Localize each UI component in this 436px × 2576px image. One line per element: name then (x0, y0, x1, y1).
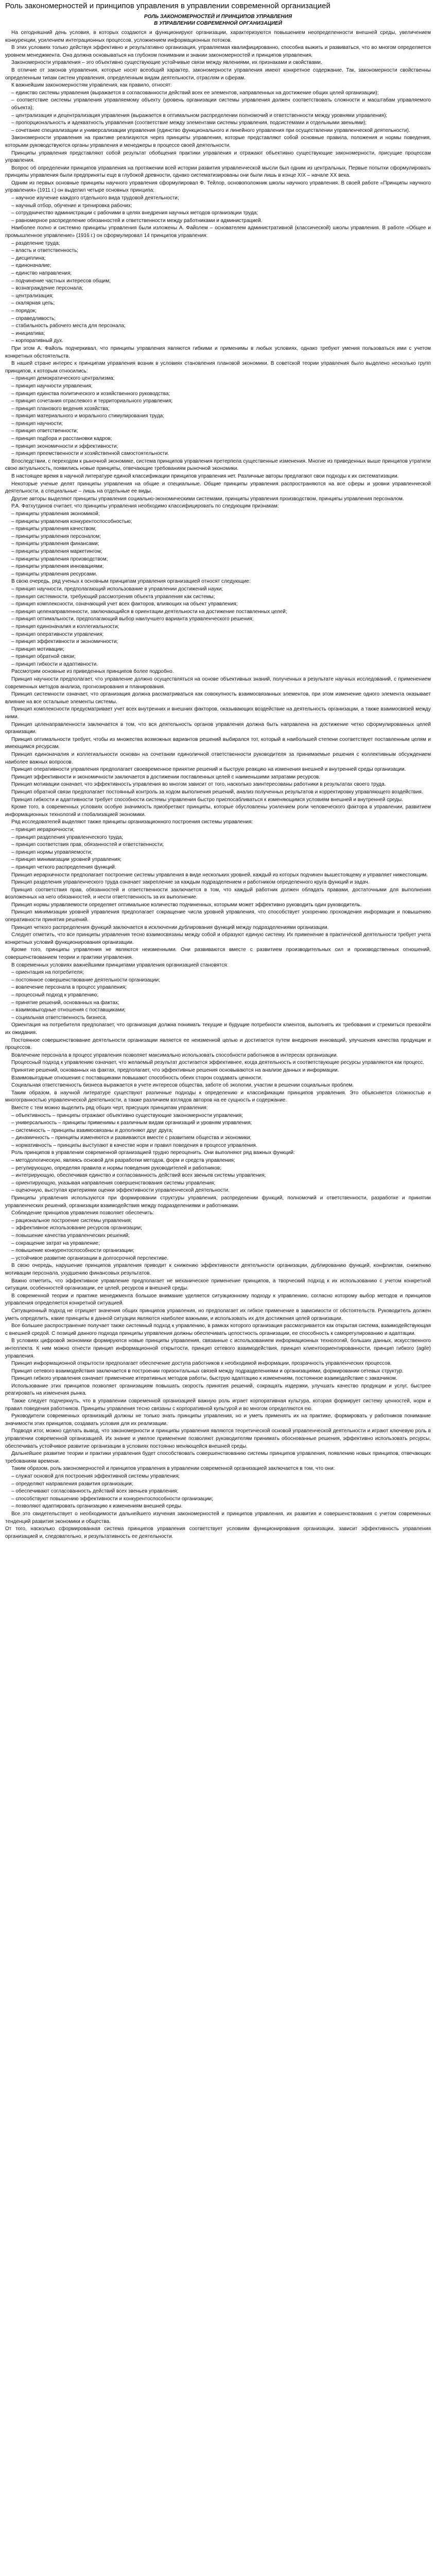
paragraph: Принципы управления представляют собой результат обобщения практики управления и отражают объективно существующие закономерности, присущие процессам управления. (5, 150, 431, 164)
paragraph: В нашей стране интерес к принципам управления возник в условиях становления плановой экономики. В советской теории управления было выделено несколько групп принципов, к которым относились: (5, 361, 431, 374)
list-item: – принцип эффективности и экономичности; (11, 639, 118, 645)
paragraph: В современной теории и практике менеджмента большое внимание уделяется ситуационному подходу к управлению, согласно которому выбор методов и принципов управления определяется конкретной ситуацией. (5, 1293, 431, 1307)
list-item: – принцип подбора и расстановки кадров; (11, 436, 112, 442)
paragraph: Принцип соответствия прав, обязанностей и ответственности заключается в том, что каждый работник должен обладать правами, достаточными для выполнения возложенных на него обязанностей, и нести ответственность за их выполнение. (5, 887, 431, 901)
list-item: – принцип нормы управляемости; (11, 849, 93, 855)
paragraph: Принятие решений, основанных на фактах, предполагает, что эффективные решения основываются на анализе данных и информации. (11, 1067, 339, 1073)
list-item: – взаимовыгодные отношения с поставщиками; (11, 1007, 126, 1013)
paragraph: Принцип нормы управляемости определяет оптимальное количество подчиненных, которыми может эффективно руководить один руководитель. (11, 902, 362, 908)
list-item: – принципы управления качеством; (11, 526, 97, 532)
paragraph: Принципы управления используются при формировании структуры управления, распределении функций, полномочий и ответственности, разработке и принятии управленческих решений, организации взаимодействия между подразделениями и работниками. (5, 1195, 431, 1209)
paragraph: Вовлечение персонала в процесс управления позволяет максимально использовать способности работников в интересах организации. (11, 1052, 338, 1058)
list-item: – рациональное построение системы управления; (11, 1217, 132, 1224)
list-item: – принцип иерархичности; (11, 826, 75, 833)
paragraph: Взаимовыгодные отношения с поставщиками повышают способность обеих сторон создавать ценности. (11, 1075, 263, 1081)
paragraph: В настоящее время в научной литературе единой классификации принципов управления нет. Различные авторы предлагают свои подходы к их систематизации. (11, 473, 399, 480)
paragraph: В условиях цифровой экономики формируются новые принципы управления, связанные с использованием информационных технологий, больших данных, искусственного интеллекта. К ним можно отнести принцип информационной открытости, принцип сетевого взаимодействия, принцип клиентоориентированности, принцип гибкого (agile) управления. (5, 1338, 431, 1359)
paragraph: Процессный подход к управлению означает, что желаемый результат достигается эффективнее, когда деятельность и соответствующие ресурсы управляются как процесс. (11, 1060, 425, 1066)
list-item: – объективность – принципы отражают объективно существующие закономерности управления; (11, 1112, 243, 1118)
list-item: – власть и ответственность; (11, 248, 79, 254)
document-title: Роль закономерностей и принципов управления в управлении современной организацией (5, 2, 330, 10)
paragraph: Принцип иерархичности предполагает построение системы управления в виде нескольких уровней, каждый из которых подчинен вышестоящему и управляет нижестоящим. (11, 872, 428, 878)
list-item: – корпоративный дух. (11, 338, 63, 344)
list-item: – принцип разделения управленческого труда; (11, 834, 124, 840)
list-item: – принцип материального и морального стимулирования труда; (11, 413, 165, 419)
paragraph: Некоторые ученые делят принципы управления на общие и специальные. Общие принципы управления распространяются на все сферы и уровни управленческой деятельности, а специальные – лишь на отдельные ее виды. (5, 481, 431, 495)
list-item: – принцип преемственности и хозяйственной самостоятельности. (11, 451, 169, 457)
paragraph: В свою очередь, ряд ученых к основным принципам управления организацией относят следующие: (11, 579, 251, 585)
list-item: – дисциплина; (11, 255, 46, 261)
list-item: – принцип мотивации; (11, 646, 64, 652)
paragraph: Вопрос об определении принципов управления на протяжении всей истории развития управленческой мысли был одним из центральных. Первые попытки сформулировать принципы управления были предприняты еще в глубокой древности, однако систематизированы они были лишь в конце XIX – начале XX века. (5, 165, 431, 179)
paragraph: Все большее распространение получает также системный подход к управлению, в рамках которого организация рассматривается как открытая система, взаимодействующая с внешней средой. С позиций данного подхода принципы управления должны обеспечивать целостность организации, ее способность к саморегулированию и адаптации. (5, 1323, 431, 1336)
list-item: – принцип научности; (11, 420, 63, 427)
paragraph: В свою очередь, нарушение принципов управления приводит к снижению эффективности деятельности организации, дублированию функций, конфликтам, снижению мотивации персонала, ухудшению финансовых результатов. (5, 1263, 431, 1276)
list-item: – принцип научности управления; (11, 383, 93, 389)
list-item: – сотрудничество администрации с рабочими в целях внедрения научных методов организации труда; (11, 210, 258, 216)
paragraph: Постоянное совершенствование деятельности организации является ее неизменной целью и достигается путем внедрения инноваций, улучшения качества продукции и процессов. (5, 1037, 431, 1051)
list-item: – позволяют адаптировать организацию к изменениям внешней среды. (11, 1503, 183, 1510)
paragraph: Принцип научности предполагает, что управление должно осуществляться на основе объективных знаний, полученных в результате научных исследований, с применением современных методов анализа, прогнозирования и планирования. (5, 676, 431, 690)
list-item: – принцип планового ведения хозяйства; (11, 405, 110, 412)
list-item: – принципы управления маркетингом; (11, 548, 102, 554)
list-item: – пропорциональность и адекватность управления (соответствие между элементами системы управления, подсистемами и отдельными звеньями); (11, 120, 367, 126)
paragraph: Принцип мотивации означает, что эффективность управления во многом зависит от того, насколько заинтересованы работники в результатах своего труда. (11, 782, 386, 788)
paragraph: Принцип целенаправленности заключается в том, что вся деятельность органов управления должна быть направлена на достижение четко сформулированных целей организации. (5, 721, 431, 735)
paragraph: В отличие от законов управления, которые носят всеобщий характер, закономерности управления имеют конкретное содержание. Так, закономерности свойственны определенным типам систем управления, определенным видам деятельности, отраслям и сферам. (5, 67, 431, 81)
paragraph: Ориентация на потребителя предполагает, что организация должна понимать текущие и будущие потребности клиентов, выполнять их требования и стремиться превзойти их ожидания. (5, 1022, 431, 1036)
paragraph: Принцип гибкого управления означает применение итеративных методов работы, быструю адаптацию к изменениям, постоянное взаимодействие с заказчиком. (11, 1376, 397, 1382)
list-item: – постоянное совершенствование деятельности организации; (11, 977, 160, 983)
list-item: – оценочную, выступая критериями оценки эффективности управленческой деятельности. (11, 1188, 230, 1194)
list-item: – централизация; (11, 293, 54, 299)
list-item: – стабильность рабочего места для персонала; (11, 323, 126, 329)
list-item: – единство направления; (11, 270, 72, 276)
paragraph: Руководители современных организаций должны не только знать принципы управления, но и уметь применять их на практике, формировать у работников понимание значимости этих принципов, создавать условия для их реализации. (5, 1413, 431, 1427)
paragraph: Использование этих принципов позволяет организациям повышать скорость принятия решений, сокращать издержки, улучшать качество продукции и услуг, быстрее реагировать на изменения рынка. (5, 1383, 431, 1397)
paragraph: Таким образом, в научной литературе существуют различные подходы к определению и классификации принципов управления. Это объясняется сложностью и многогранностью управленческой деятельности, а также различием взглядов авторов на ее сущность и содержание. (5, 1090, 431, 1104)
paragraph: Следует отметить, что все принципы управления тесно взаимосвязаны между собой и образуют единую систему. Их применение в практической деятельности требует учета конкретных условий функционирования организации. (5, 932, 431, 945)
list-item: – подчинение частных интересов общим; (11, 278, 111, 284)
paragraph: Принцип разделения управленческого труда означает закрепление за каждым подразделением и работником определенного круга функций и задач. (11, 879, 370, 886)
list-item: – вознаграждение персонала; (11, 285, 83, 292)
paragraph: Все это свидетельствует о необходимости дальнейшего изучения закономерностей и принципов управления, их развития и совершенствования с учетом современных тенденций развития экономики и общества. (5, 1511, 431, 1524)
paragraph: Закономерности управления – это объективно существующие устойчивые связи между явлениями, их признаками и свойствами. (11, 60, 322, 66)
list-item: – принцип минимизации уровней управления; (11, 857, 121, 863)
list-item: – принцип оптимальности, предполагающий выбор наилучшего варианта управленческого решения; (11, 616, 254, 622)
list-item: – разделение труда; (11, 240, 60, 246)
paragraph: Принцип оперативности управления предполагает своевременное принятие решений и быструю реакцию на изменения внешней и внутренней среды организации. (11, 767, 406, 773)
list-item: – системность – принципы взаимосвязаны и дополняют друг друга; (11, 1127, 173, 1133)
list-item: – определяют направления развития организации; (11, 1481, 133, 1487)
list-item: – принцип системности, требующий рассмотрения объекта управления как системы; (11, 594, 215, 600)
list-item: – динамичность – принципы изменяются и развиваются вместе с развитием общества и экономики; (11, 1135, 252, 1141)
subtitle-line: РОЛЬ ЗАКОНОМЕРНОСТЕЙ И ПРИНЦИПОВ УПРАВЛЕНИЯ (144, 14, 292, 20)
paragraph: В этих условиях только действуя эффективно и результативно организация, управляемая квалифицированно, способна выжить и развиваться, что во многом определяется уровнем менеджмента. Она должна основываться на глубоком понимании и знании закономерностей и принципов управления. (5, 45, 431, 58)
list-item: – порядок; (11, 308, 37, 314)
list-item: – сочетание специализации и универсализации управления (единство функционального и линейного управления при осуществлении управленческой деятельности). (11, 127, 410, 133)
paragraph: Рассмотрим основные из приведенных принципов более подробно. (11, 669, 174, 675)
list-item: – принцип научности, предполагающий использование в управлении достижений науки; (11, 586, 223, 592)
paragraph: В современных условиях важнейшими принципами управления организацией становятся: (11, 962, 229, 968)
list-item: – вовлечение персонала в процесс управления; (11, 985, 127, 991)
list-item: – социальная ответственность бизнеса. (11, 1014, 107, 1021)
paragraph: Роль принципов в управлении современной организацией трудно переоценить. Они выполняют ряд важных функций: (11, 1150, 295, 1156)
list-item: – инициатива; (11, 330, 45, 336)
list-item: – научный отбор, обучение и тренировка рабочих; (11, 202, 132, 209)
list-item: – нормативность – принципы выступают в качестве норм и правил поведения в процессе управления. (11, 1142, 257, 1148)
list-item: – регулирующую, определяя правила и нормы поведения руководителей и работников; (11, 1165, 222, 1171)
list-item: – принцип сочетания отраслевого и территориального управления; (11, 398, 173, 404)
paragraph: Принцип информационной открытости предполагает обеспечение доступа работников к необходимой информации, прозрачность управленческих процессов. (11, 1361, 392, 1367)
list-item: – методологическую, являясь основой для разработки методов, форм и средств управления; (11, 1158, 235, 1164)
paragraph: Впоследствии, с переходом к рыночной экономике, система принципов управления претерпела существенные изменения. Многие из приведенных выше принципов утратили свою актуальность, появились новые принципы, отвечающие требованиям рыночной экономики. (5, 458, 431, 472)
paragraph: Наиболее полно и системно принципы управления были изложены А. Файолем – основателем административной (классической) школы управления. В работе «Общее и промышленное управление» (1916 г.) он сформулировал 14 принципов управления: (5, 225, 431, 239)
list-item: – принцип демократического централизма; (11, 376, 115, 382)
list-item: – скалярная цепь; (11, 300, 55, 307)
paragraph: Принцип гибкости и адаптивности требует способности системы управления быстро приспосабливаться к изменяющимся условиям внешней и внутренней среды. (11, 796, 403, 803)
list-item: – принцип комплексности, означающий учет всех факторов, влияющих на объект управления; (11, 601, 238, 607)
paragraph: Вместе с тем можно выделить ряд общих черт, присущих принципам управления: (11, 1105, 208, 1111)
paragraph: Другие авторы выделяют принципы управления социально-экономическими системами, принципы управления производством, принципы управления персоналом. (11, 496, 404, 502)
list-item: – универсальность – принципы применимы к различным видам организаций и уровням управления; (11, 1120, 252, 1126)
list-item: – справедливость; (11, 315, 56, 321)
paragraph: Принцип эффективности и экономичности заключается в достижении поставленных целей с наименьшими затратами ресурсов. (11, 774, 321, 780)
list-item: – равномерное распределение обязанностей и ответственности между работниками и администрацией. (11, 217, 263, 224)
list-item: – принятие решений, основанных на фактах; (11, 999, 119, 1006)
list-item: – принципы управления инновациями; (11, 564, 104, 570)
list-item: – единство системы управления (выражается в согласованности действий всех ее элементов, направленных на достижение общих целей организации); (11, 90, 379, 96)
paragraph: Также следует подчеркнуть, что в управлении современной организацией важную роль играет корпоративная культура, которая формирует систему ценностей, норм и правил поведения работников. Принципы управления тесно связаны с корпоративной культурой и во многом определяются ею. (5, 1398, 431, 1412)
paragraph: Закономерности управления на практике реализуются через принципы управления, которые представляют собой основные правила, положения и нормы поведения, которыми руководствуются органы управления и менеджеры в процессе своей деятельности. (5, 135, 431, 148)
list-item: – принципы управления финансами; (11, 541, 99, 547)
paragraph: Принцип минимизации уровней управления предполагает сокращение числа уровней управления, что способствует ускорению прохождения информации и повышению оперативности принятия решений. (5, 909, 431, 923)
list-item: – эффективное использование ресурсов организации; (11, 1225, 142, 1231)
paragraph: При этом А. Файоль подчеркивал, что принципы управления являются гибкими и применимы в любых условиях, однако требуют умения пользоваться ими с учетом конкретных обстоятельств. (5, 345, 431, 359)
document-subtitle (5, 13, 431, 27)
paragraph: Принцип оптимальности требует, чтобы из множества возможных вариантов решений выбирался тот, который в наибольшей степени соответствует поставленным целям и имеющимся ресурсам. (5, 736, 431, 750)
paragraph: Р.А. Фатхутдинов считает, что принципы управления необходимо классифицировать по следующим признакам: (11, 503, 279, 510)
list-item: – служат основой для построения эффективной системы управления; (11, 1473, 180, 1479)
list-item: – принципы управления персоналом; (11, 533, 101, 539)
document-body (5, 29, 431, 1540)
paragraph: Таким образом, роль закономерностей и принципов управления в управлении современной организацией заключается в том, что они: (11, 1466, 335, 1472)
list-item: – принципы управления ресурсами. (11, 571, 97, 577)
list-item: – централизация и децентрализация управления (выражается в оптимальном распределении полномочий и ответственности между уровнями управления); (11, 112, 388, 118)
list-item: – обеспечивают согласованность действий всех звеньев управления; (11, 1488, 179, 1495)
list-item: – ориентирующую, указывая направления совершенствования системы управления; (11, 1180, 216, 1186)
paragraph: От того, насколько сформированная система принципов управления соответствует условиям функционирования организации, зависит эффективность управления организацией и, следовательно, и результативность ее деятельности. (5, 1526, 431, 1539)
subtitle-line: В УПРАВЛЕНИИ СОВРЕМЕННОЙ ОРГАНИЗАЦИЕЙ (154, 21, 282, 26)
list-item: – принцип единоначалия и коллегиальности; (11, 623, 119, 630)
paragraph: Принцип системности означает, что организация должна рассматриваться как совокупность взаимосвязанных элементов, при этом изменение одного элемента оказывает влияние на все остальные элементы системы. (5, 691, 431, 705)
list-item: – принципы управления производством; (11, 556, 108, 562)
list-item: – принципы управления экономикой; (11, 511, 100, 517)
paragraph: Важно отметить, что эффективное управление предполагает не механическое применение принципов, а творческий подход к их использованию с учетом конкретной ситуации, особенностей организации, ее целей, ресурсов и внешней среды. (5, 1278, 431, 1292)
list-item: – принцип экономичности и эффективности; (11, 443, 118, 449)
paragraph: Принцип обратной связи предполагает постоянный контроль за ходом выполнения решений, анализ полученных результатов и корректировку управляющего воздействия. (11, 789, 423, 795)
paragraph: На сегодняшний день условия, в которых создаются и функционируют организации, характеризуются повышением неопределенности внешней среды, увеличением конкуренции, усилением интеграционных процессов, усложнением информационных потоков. (5, 30, 431, 43)
paragraph: Принцип единоначалия и коллегиальности основан на сочетании единоличной ответственности руководителя за принимаемые решения с коллективным обсуждением наиболее важных вопросов. (5, 752, 431, 765)
list-item: – способствуют повышению эффективности и конкурентоспособности организации; (11, 1496, 213, 1502)
paragraph: Кроме того, в современных условиях особую значимость приобретают принципы, которые обусловлены усилением роли человеческого фактора в управлении, развитием информационных технологий и глобализацией экономики. (5, 804, 431, 818)
paragraph: Кроме того, принципы управления не являются неизменными. Они развиваются вместе с развитием производительных сил и производственных отношений, совершенствованием теории и практики управления. (5, 947, 431, 961)
list-item: – повышение конкурентоспособности организации; (11, 1248, 134, 1254)
list-item: – единоначалие; (11, 263, 51, 269)
list-item: – принцип единства политического и хозяйственного руководства; (11, 391, 170, 397)
list-item: – интегрирующую, обеспечивая единство и согласованность действий всех звеньев системы управления; (11, 1173, 266, 1179)
paragraph: Одним из первых основные принципы научного управления сформулировал Ф. Тейлор, основоположник школы научного управления. В своей работе «Принципы научного управления» (1911 г.) он выделил четыре основных принципа: (5, 180, 431, 194)
paragraph: Принцип четкого распределения функций заключается в исключении дублирования функций между подразделениями организации. (11, 924, 329, 930)
list-item: – научное изучение каждого отдельного вида трудовой деятельности; (11, 195, 179, 201)
list-item: – принцип гибкости и адаптивности. (11, 661, 98, 667)
paragraph: Соблюдение принципов управления позволяет обеспечить: (11, 1210, 154, 1216)
paragraph: Ситуационный подход не отрицает значения общих принципов управления, но предполагает их гибкое применение в зависимости от обстоятельств. Руководитель должен уметь определить, какие принципы в данной ситуации являются наиболее важными, и использовать их для достижения целей организации. (5, 1308, 431, 1321)
paragraph: К важнейшим закономерностям управления, как правило, относят: (11, 82, 172, 89)
paragraph: Социальная ответственность бизнеса выражается в учете интересов общества, заботе об экологии, участии в решении социальных проблем. (11, 1082, 354, 1089)
paragraph: Принцип комплексности предусматривает учет всех внутренних и внешних факторов, оказывающих воздействие на деятельность организации, а также взаимосвязей между ними. (5, 706, 431, 720)
list-item: – принцип оперативности управления; (11, 631, 104, 637)
list-item: – устойчивое развитие организации в долгосрочной перспективе. (11, 1255, 169, 1261)
list-item: – принцип соответствия прав, обязанностей и ответственности; (11, 842, 164, 848)
list-item: – принцип целенаправленности, заключающийся в ориентации деятельности на достижение поставленных целей; (11, 608, 287, 615)
list-item: – ориентация на потребителя; (11, 970, 84, 976)
paragraph: Ряд исследователей выделяют также принципы организационного построения системы управления: (11, 819, 253, 825)
list-item: – принципы управления конкурентоспособностью; (11, 518, 132, 524)
list-item: – принцип обратной связи; (11, 654, 76, 660)
paragraph: Подводя итог, можно сделать вывод, что закономерности и принципы управления являются теоретической основой управленческой деятельности и играют ключевую роль в управлении современной организацией. Их знание и умелое применение позволяют руководителям принимать обоснованные решения, эффективно использовать ресурсы, обеспечивать устойчивое развитие организации в условиях постоянно меняющейся внешней среды. (5, 1428, 431, 1449)
list-item: – повышение качества управленческих решений; (11, 1233, 130, 1239)
list-item: – соответствие системы управления управляемому объекту (уровень организации системы управления должен соответствовать сложности и масштабам управляемого объекта); (11, 97, 431, 111)
list-item: – принцип четкого распределения функций. (11, 864, 116, 870)
list-item: – принцип ответственности; (11, 428, 78, 434)
list-item: – процессный подход к управлению; (11, 992, 99, 998)
paragraph: Принцип сетевого взаимодействия заключается в построении горизонтальных связей между подразделениями и организациями, формировании сетевых структур. (11, 1368, 404, 1374)
list-item: – сокращение затрат на управление; (11, 1240, 100, 1246)
paragraph: Дальнейшее развитие теории и практики управления будет способствовать совершенствованию системы принципов управления, появлению новых принципов, отвечающих требованиям времени. (5, 1451, 431, 1464)
